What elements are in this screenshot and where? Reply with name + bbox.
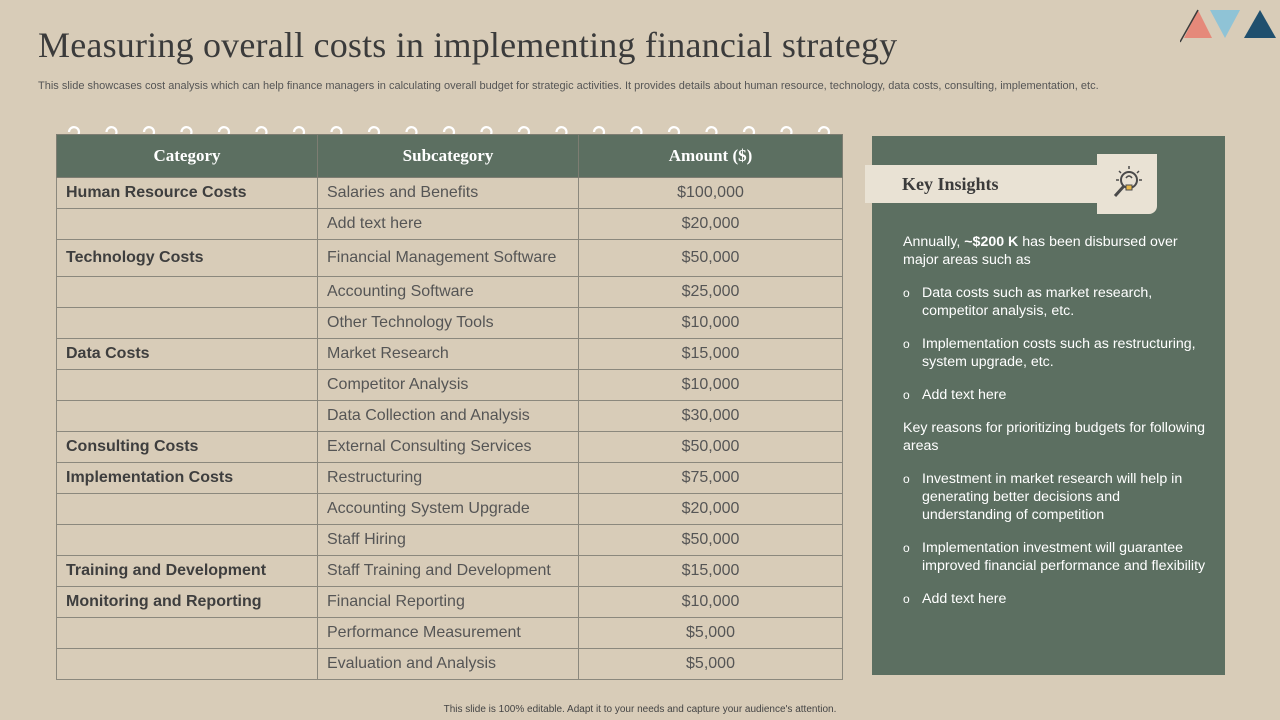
table-row (57, 339, 843, 370)
table-row (57, 209, 843, 240)
insights-bullets-2 (903, 470, 1208, 608)
logo-navy-triangle (1244, 10, 1276, 38)
subcategory-cell: Market Research (318, 339, 579, 370)
category-cell (57, 494, 318, 525)
amount-cell: $30,000 (579, 401, 843, 432)
table-row (57, 587, 843, 618)
key-insights-content (903, 233, 1208, 623)
category-cell: Training and Development (57, 556, 318, 587)
slide-title: Measuring overall costs in implementing financial strategy (38, 25, 898, 65)
subcategory-cell: Competitor Analysis (318, 370, 579, 401)
table-row (57, 277, 843, 308)
category-cell (57, 649, 318, 680)
slide-footer: This slide is 100% editable. Adapt it to your needs and capture your audience's attention. (443, 704, 837, 715)
amount-cell: $10,000 (579, 308, 843, 339)
key-insights-label: Key Insights (902, 174, 999, 194)
category-cell: Consulting Costs (57, 432, 318, 463)
insights-intro-suffix: has been disbursed over major areas such as (903, 234, 1178, 268)
amount-cell: $20,000 (579, 209, 843, 240)
amount-cell: $15,000 (579, 339, 843, 370)
cost-table-container (56, 134, 842, 680)
category-cell (57, 401, 318, 432)
bullet-glyph: o (903, 592, 910, 606)
category-cell (57, 209, 318, 240)
insight-bullet-text: Implementation costs such as restructuring, system upgrade, etc. (922, 336, 1196, 370)
insight-bullet-text: Add text here (922, 387, 1007, 403)
bullet-glyph: o (903, 541, 910, 555)
table-row (57, 525, 843, 556)
subcategory-cell: Evaluation and Analysis (318, 649, 579, 680)
table-row (57, 494, 843, 525)
table-row (57, 240, 843, 277)
cost-table (56, 134, 843, 680)
insight-bullet (903, 284, 1208, 320)
bullet-glyph: o (903, 286, 910, 300)
brand-triangles-logo (1180, 6, 1280, 46)
amount-cell: $5,000 (579, 649, 843, 680)
header-amount: Amount ($) (579, 135, 843, 178)
table-row (57, 649, 843, 680)
category-cell (57, 618, 318, 649)
table-row (57, 618, 843, 649)
bullet-glyph: o (903, 472, 910, 486)
slide-subtitle: This slide showcases cost analysis which can help finance managers in calculating overall budget for strategic activities. It provides details about human resource, technology, data costs, consulting, implementation, etc. (38, 80, 1099, 92)
subcategory-cell: External Consulting Services (318, 432, 579, 463)
key-insights-icon-box (1097, 154, 1157, 214)
insight-bullet (903, 539, 1208, 575)
amount-cell: $25,000 (579, 277, 843, 308)
amount-cell: $15,000 (579, 556, 843, 587)
table-row (57, 401, 843, 432)
insight-bullet (903, 386, 1208, 404)
table-row (57, 432, 843, 463)
amount-cell: $20,000 (579, 494, 843, 525)
insights-intro (903, 233, 1208, 269)
header-subcategory: Subcategory (318, 135, 579, 178)
table-row (57, 178, 843, 209)
insight-bullet (903, 590, 1208, 608)
insight-bullet (903, 335, 1208, 371)
bullet-glyph: o (903, 337, 910, 351)
category-cell: Technology Costs (57, 240, 318, 277)
category-cell (57, 525, 318, 556)
insight-bullet-text: Implementation investment will guarantee improved financial performance and flexibility (922, 540, 1206, 574)
table-header-row (57, 135, 843, 178)
amount-cell: $100,000 (579, 178, 843, 209)
amount-cell: $10,000 (579, 370, 843, 401)
category-cell: Monitoring and Reporting (57, 587, 318, 618)
subcategory-cell: Add text here (318, 209, 579, 240)
insight-bullet-text: Data costs such as market research, competitor analysis, etc. (922, 285, 1153, 319)
logo-salmon-triangle (1184, 10, 1212, 38)
insights-bullets-1 (903, 284, 1208, 404)
subcategory-cell: Staff Hiring (318, 525, 579, 556)
amount-cell: $50,000 (579, 240, 843, 277)
logo-blue-triangle (1210, 10, 1240, 38)
table-row (57, 308, 843, 339)
category-cell: Human Resource Costs (57, 178, 318, 209)
subcategory-cell: Financial Management Software (318, 240, 579, 277)
subcategory-cell: Financial Reporting (318, 587, 579, 618)
subcategory-cell: Performance Measurement (318, 618, 579, 649)
table-row (57, 463, 843, 494)
subcategory-cell: Other Technology Tools (318, 308, 579, 339)
category-cell: Implementation Costs (57, 463, 318, 494)
subcategory-cell: Restructuring (318, 463, 579, 494)
insight-bullet-text: Investment in market research will help in generating better decisions and understanding of competition (922, 471, 1183, 523)
insights-para2: Key reasons for prioritizing budgets for following areas (903, 420, 1206, 454)
table-row (57, 370, 843, 401)
insights-intro-prefix: Annually, (903, 234, 965, 250)
category-cell (57, 308, 318, 339)
subcategory-cell: Staff Training and Development (318, 556, 579, 587)
insight-bullet-text: Add text here (922, 591, 1007, 607)
insight-bullet (903, 470, 1208, 524)
amount-cell: $50,000 (579, 432, 843, 463)
subcategory-cell: Salaries and Benefits (318, 178, 579, 209)
subcategory-cell: Accounting Software (318, 277, 579, 308)
header-category: Category (57, 135, 318, 178)
category-cell (57, 277, 318, 308)
amount-cell: $75,000 (579, 463, 843, 494)
table-row (57, 556, 843, 587)
insights-intro-amount: ~$200 K (964, 234, 1019, 250)
amount-cell: $10,000 (579, 587, 843, 618)
lightbulb-magnifier-icon (1097, 154, 1157, 214)
bullet-glyph: o (903, 388, 910, 402)
category-cell (57, 370, 318, 401)
subcategory-cell: Data Collection and Analysis (318, 401, 579, 432)
amount-cell: $5,000 (579, 618, 843, 649)
amount-cell: $50,000 (579, 525, 843, 556)
subcategory-cell: Accounting System Upgrade (318, 494, 579, 525)
category-cell: Data Costs (57, 339, 318, 370)
